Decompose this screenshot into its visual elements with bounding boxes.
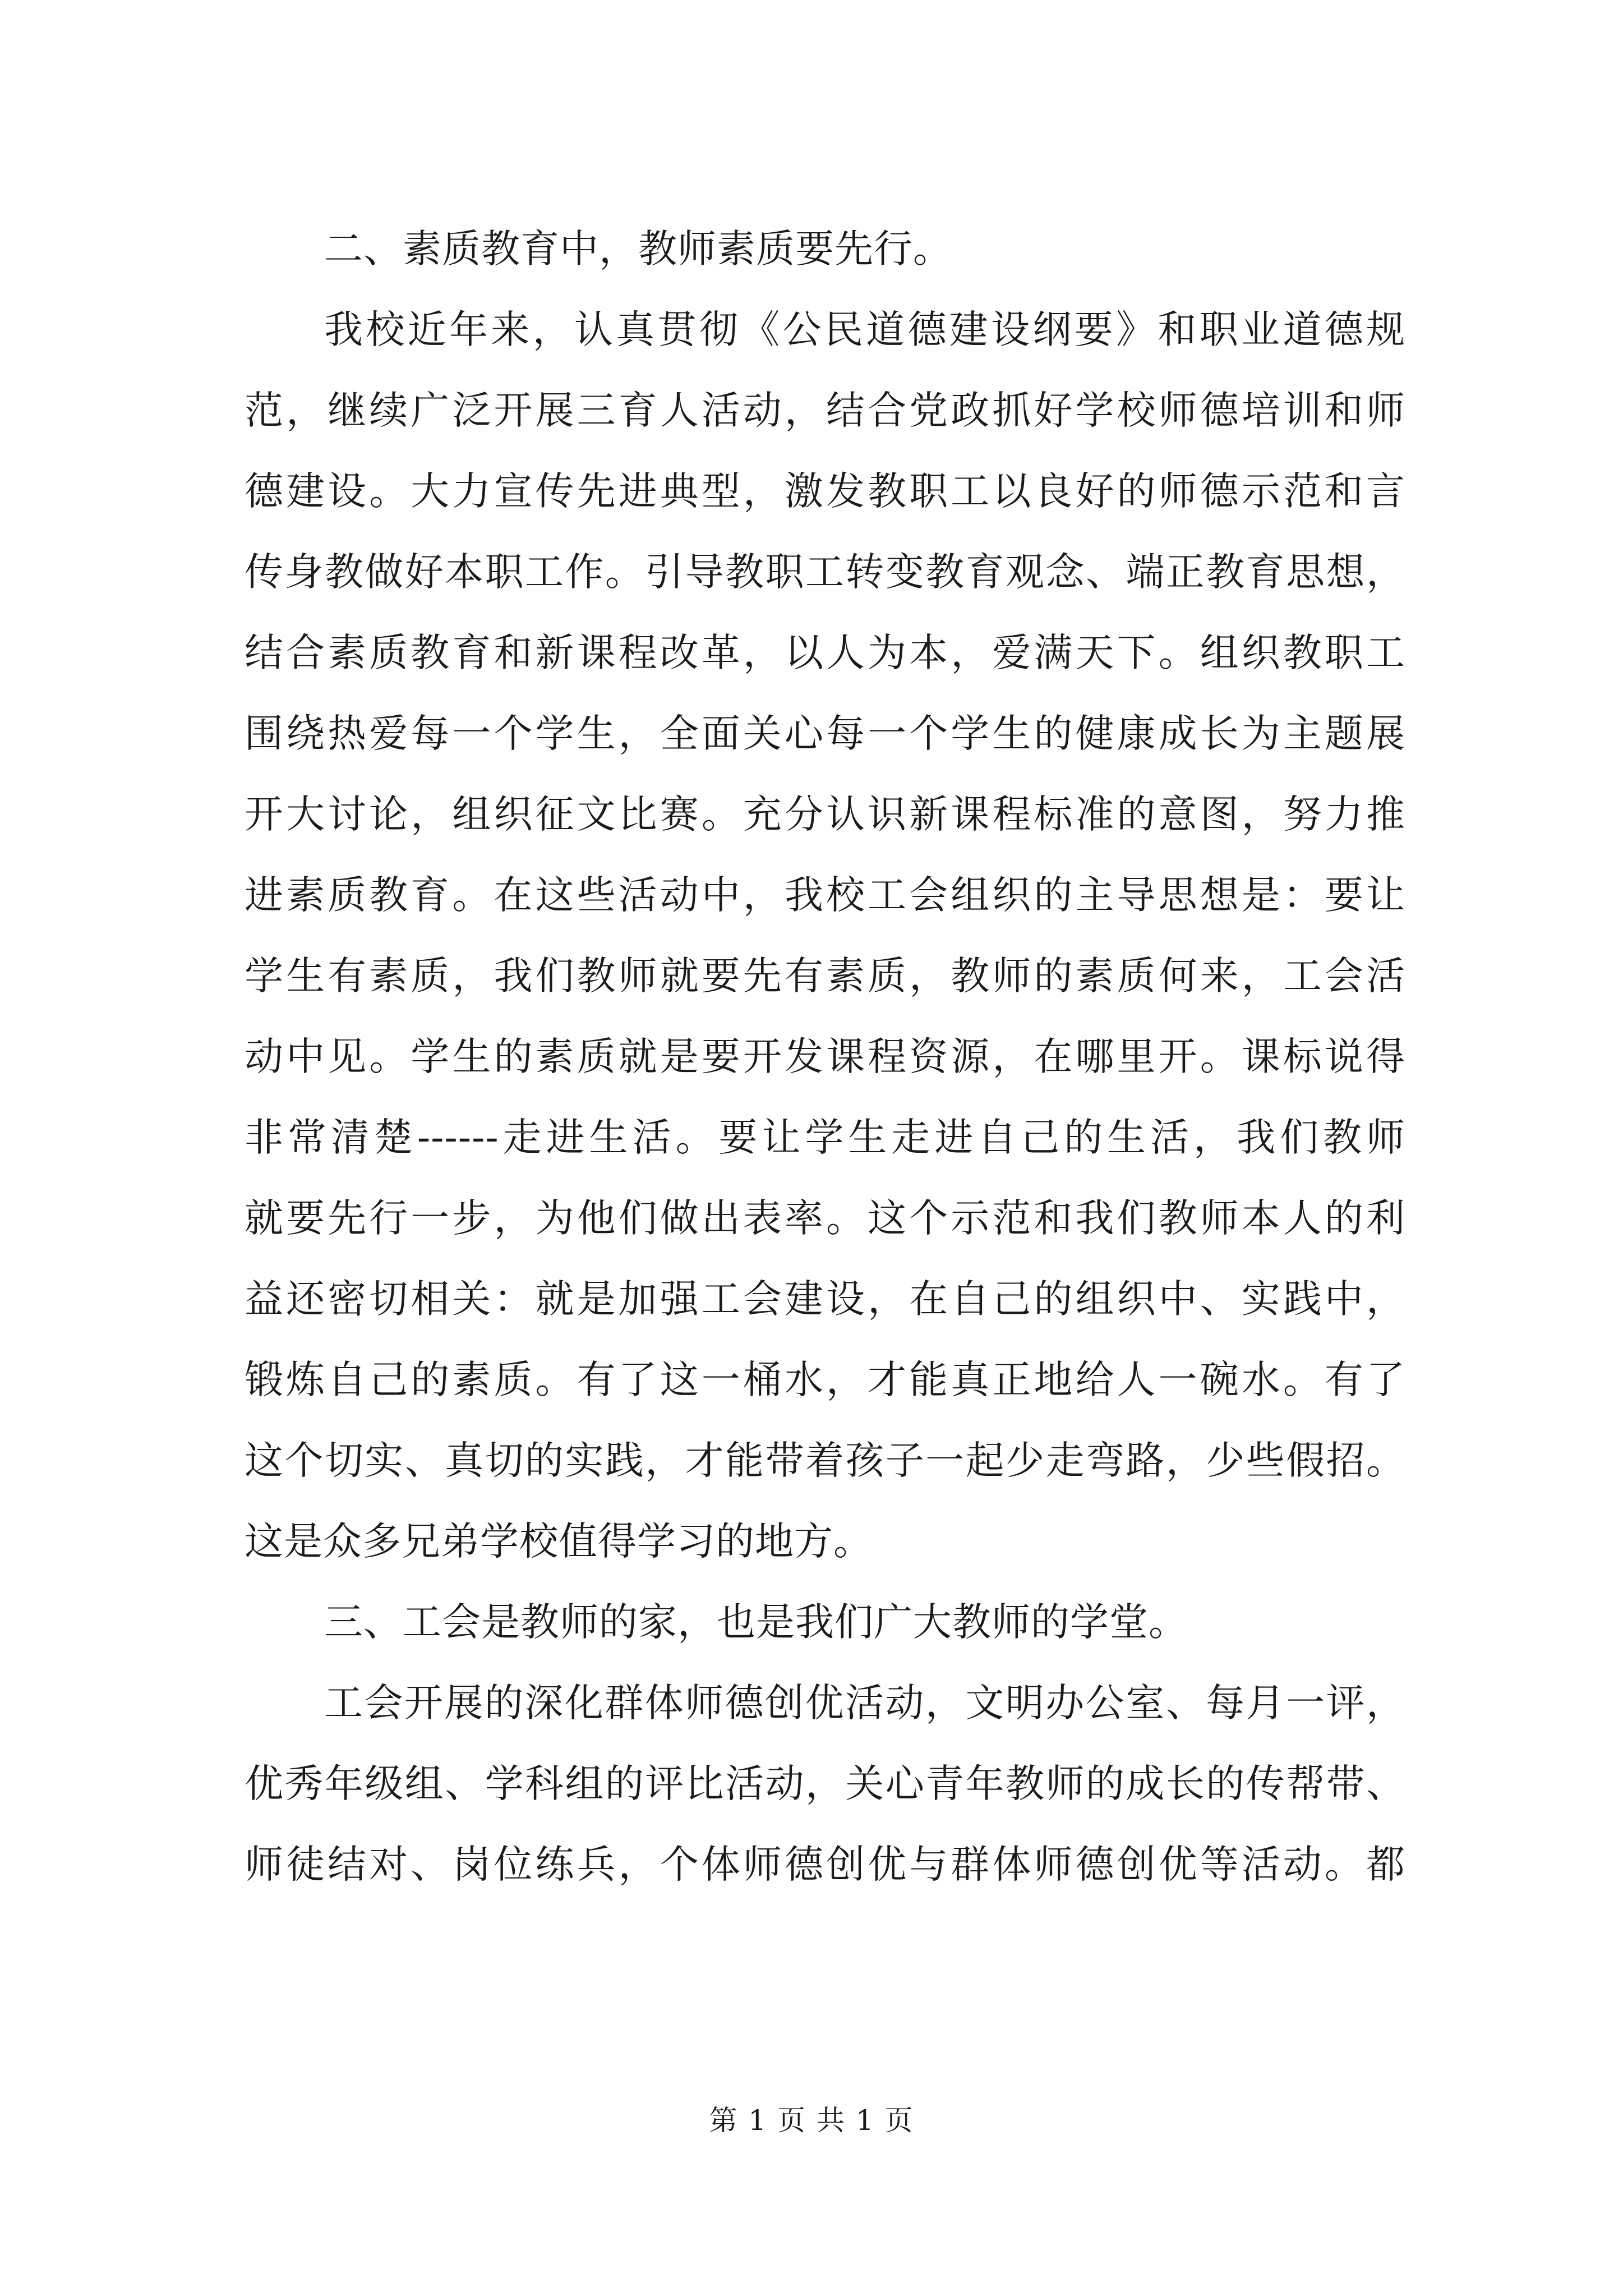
paragraph-line: 师徒结对、岗位练兵，个体师德创优与群体师德创优等活动。都 xyxy=(245,1842,1405,1887)
paragraph-line: 非常清楚------走进生活。要让学生走进自己的生活，我们教师 xyxy=(245,1115,1405,1160)
paragraph-line: 我校近年来，认真贯彻《公民道德建设纲要》和职业道德规 xyxy=(324,307,1405,352)
paragraph-line: 传身教做好本职工作。引导教职工转变教育观念、端正教育思想， xyxy=(245,550,1405,595)
paragraph-line: 德建设。大力宣传先进典型，激发教职工以良好的师德示范和言 xyxy=(245,469,1405,514)
paragraph-line: 这个切实、真切的实践，才能带着孩子一起少走弯路，少些假招。 xyxy=(245,1438,1405,1483)
paragraph-line: 这是众多兄弟学校值得学习的地方。 xyxy=(245,1519,873,1564)
paragraph-line: 就要先行一步，为他们做出表率。这个示范和我们教师本人的利 xyxy=(245,1196,1405,1241)
paragraph-line: 进素质教育。在这些活动中，我校工会组织的主导思想是：要让 xyxy=(245,873,1405,918)
paragraph-line: 益还密切相关：就是加强工会建设，在自己的组织中、实践中， xyxy=(245,1277,1405,1322)
paragraph-line: 学生有素质，我们教师就要先有素质，教师的素质何来，工会活 xyxy=(245,954,1405,999)
paragraph-line: 锻炼自己的素质。有了这一桶水，才能真正地给人一碗水。有了 xyxy=(245,1358,1405,1402)
page-footer: 第 1 页 共 1 页 xyxy=(709,2104,914,2137)
paragraph-line: 围绕热爱每一个学生，全面关心每一个学生的健康成长为主题展 xyxy=(245,711,1405,756)
paragraph-line: 结合素质教育和新课程改革，以人为本，爱满天下。组织教职工 xyxy=(245,631,1405,675)
paragraph-line: 优秀年级组、学科组的评比活动，关心青年教师的成长的传帮带、 xyxy=(245,1761,1405,1806)
paragraph-line: 工会开展的深化群体师德创优活动，文明办公室、每月一评， xyxy=(324,1681,1405,1726)
section-heading-2: 二、素质教育中，教师素质要先行。 xyxy=(324,227,952,272)
paragraph-line: 范，继续广泛开展三育人活动，结合党政抓好学校师德培训和师 xyxy=(245,388,1405,433)
document-body xyxy=(245,209,1405,1905)
paragraph-line: 动中见。学生的素质就是要开发课程资源，在哪里开。课标说得 xyxy=(245,1034,1405,1079)
paragraph-line: 开大讨论，组织征文比赛。充分认识新课程标准的意图，努力推 xyxy=(245,792,1405,837)
section-heading-3: 三、工会是教师的家，也是我们广大教师的学堂。 xyxy=(324,1600,1188,1645)
